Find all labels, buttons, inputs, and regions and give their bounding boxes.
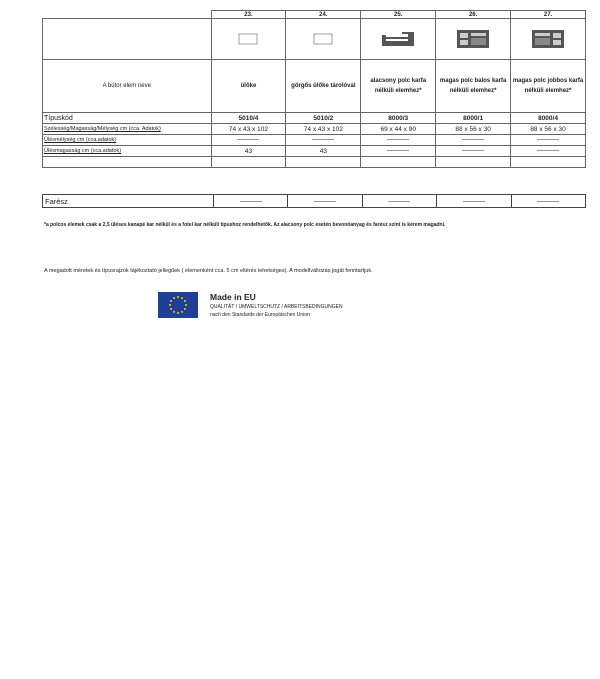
tall-shelf-left-icon <box>436 19 511 60</box>
seat-height-value: 43 <box>286 146 361 157</box>
item-name-23: ülőke <box>211 60 286 113</box>
seat-depth-value <box>286 135 361 146</box>
item-name-24: görgős ülőke tárolóval <box>286 60 361 113</box>
fa-value <box>362 195 436 208</box>
table-row <box>43 124 586 135</box>
table-row <box>43 146 586 157</box>
seat-depth-value <box>211 135 286 146</box>
item-name-27: magas polc jobbos karfa nélküli elemhez* <box>511 60 586 113</box>
eu-line-2: nach den Standards der Europäischen Union <box>210 312 310 318</box>
fa-value <box>288 195 362 208</box>
dash-mark <box>388 201 410 202</box>
dash-mark <box>387 139 409 140</box>
tipuskod-value: 8000/1 <box>436 113 511 124</box>
item-name-label: A bútor elem neve <box>43 60 212 113</box>
tipuskod-value: 5010/4 <box>211 113 286 124</box>
col-num-25: 25. <box>361 11 436 19</box>
corner-cell <box>43 11 212 19</box>
low-shelf-icon <box>361 19 436 60</box>
tipuskod-value: 5010/2 <box>286 113 361 124</box>
col-num-27: 27. <box>511 11 586 19</box>
dash-mark <box>462 139 484 140</box>
eu-star <box>177 312 179 314</box>
eu-star <box>177 296 179 298</box>
dimensions-value: 88 x 56 x 30 <box>511 124 586 135</box>
eu-star <box>184 308 186 310</box>
dash-mark <box>314 201 336 202</box>
dash-mark <box>312 139 334 140</box>
seat-height-value <box>361 146 436 157</box>
fa-value <box>437 195 511 208</box>
eu-label <box>210 292 343 318</box>
eu-star <box>173 311 175 313</box>
eu-star <box>170 308 172 310</box>
disclaimer: A megadott méretek és típusrajzok tájékoztató jellegűek ( elemenként cca. 5 cm eltérés lehetséges). A modellváltozás jogát fenntartjuk. <box>44 268 373 274</box>
seat-depth-label: Ülésmélység cm (cca.adatok) <box>43 135 212 146</box>
dimensions-value: 69 x 44 x 90 <box>361 124 436 135</box>
dash-mark <box>462 150 484 151</box>
fa-table <box>42 194 586 208</box>
seat-block-icon <box>211 19 286 60</box>
col-num-26: 26. <box>436 11 511 19</box>
eu-line-1: QUALITÄT / UMWELTSCHUTZ / ARBEITSBEDINGUNGEN <box>210 304 343 310</box>
footnote: *a polcos elemek csak a 2,5 üléses kanapé kar nélkül és a fotel kar nélküli típushoz rendelhetők. Az alacsony polc esetén bevonóanyag és farész szint is kérem magadni. <box>44 222 446 228</box>
seat-depth-value <box>361 135 436 146</box>
col-num-24: 24. <box>286 11 361 19</box>
dimensions-value: 74 x 43 x 102 <box>211 124 286 135</box>
dash-mark <box>463 201 485 202</box>
item-name-25: alacsony polc karfa nélküli elemhez* <box>361 60 436 113</box>
spec-table <box>42 10 586 168</box>
seat-depth-value <box>511 135 586 146</box>
tipuskod-label: Típuskód <box>43 113 212 124</box>
image-row-label <box>43 19 212 60</box>
dimensions-value: 74 x 43 x 102 <box>286 124 361 135</box>
tipuskod-value: 8000/4 <box>511 113 586 124</box>
eu-star <box>181 297 183 299</box>
fa-value <box>511 195 585 208</box>
dash-mark <box>237 139 259 140</box>
dash-mark <box>537 150 559 151</box>
dash-mark <box>387 150 409 151</box>
fa-value <box>214 195 288 208</box>
item-name-26: magas polc balos karfa nélküli elemhez* <box>436 60 511 113</box>
eu-star <box>169 304 171 306</box>
dimensions-value: 88 x 56 x 30 <box>436 124 511 135</box>
dimensions-label: Szélesség/Magasság/Mélység cm (cca. Adatok) <box>43 124 212 135</box>
table-row <box>43 113 586 124</box>
tipuskod-value: 8000/3 <box>361 113 436 124</box>
eu-star <box>184 300 186 302</box>
tall-shelf-right-icon <box>511 19 586 60</box>
seat-depth-value <box>436 135 511 146</box>
seat-height-label: Ülésmagasság cm (cca.adatok) <box>43 146 212 157</box>
dash-mark <box>537 201 559 202</box>
dash-mark <box>240 201 262 202</box>
eu-star <box>173 297 175 299</box>
seat-height-value <box>511 146 586 157</box>
eu-title: Made in EU <box>210 292 256 302</box>
eu-star <box>181 311 183 313</box>
seat-height-value <box>436 146 511 157</box>
dash-mark <box>537 139 559 140</box>
eu-star <box>170 300 172 302</box>
seat-storage-icon <box>286 19 361 60</box>
seat-height-value: 43 <box>211 146 286 157</box>
col-num-23: 23. <box>211 11 286 19</box>
eu-star <box>185 304 187 306</box>
table-row <box>43 135 586 146</box>
table-row <box>43 157 586 168</box>
table-row <box>43 195 586 208</box>
fa-label: Farész <box>43 195 214 208</box>
eu-flag-icon <box>158 292 198 318</box>
